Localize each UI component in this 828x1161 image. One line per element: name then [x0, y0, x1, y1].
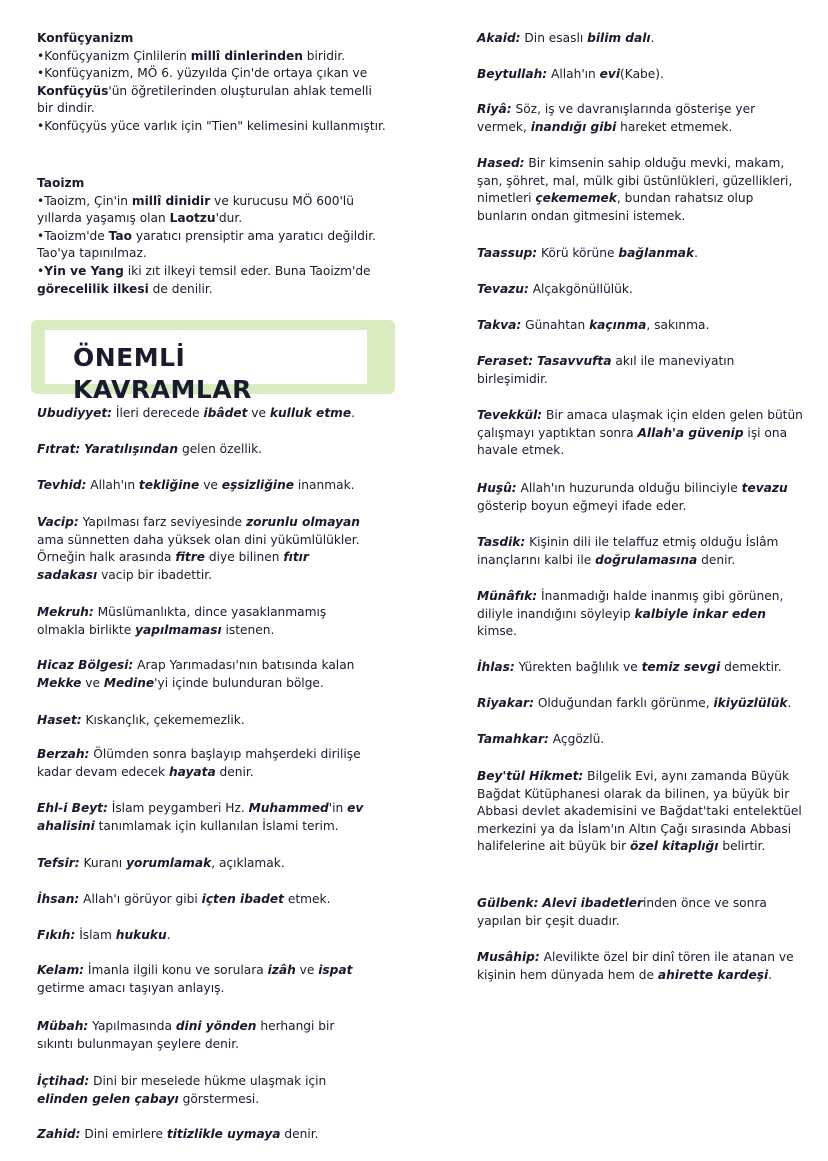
definition-text: 'yi içinde bulunduran bölge.: [154, 675, 324, 690]
definition-text: .: [768, 967, 773, 982]
banner-panel: [45, 330, 367, 404]
definition-text: .: [787, 696, 792, 710]
term-definition: [477, 659, 807, 677]
emphasis: Alevi ibadetler: [542, 896, 644, 910]
definition-text: .: [650, 31, 655, 45]
definition-text: Arap Yarımadası'nın batısında kalan: [133, 658, 355, 672]
section-title: Konfüçyanizm: [37, 31, 134, 45]
definition-text: Müslümanlıkta, dince yasaklanmamış olmakla birlikte: [37, 605, 327, 637]
term-label: Münâfık:: [477, 589, 538, 603]
paragraph: •Taoizm, Çin'in millî dinidir ve kurucusu MÖ 600'lü yıllarda yaşamış olan Laotzu'dur.: [37, 193, 354, 226]
definition-text: Allah'ı görüyor gibi: [79, 892, 202, 906]
section-taoizm: [37, 175, 389, 298]
emphasis: tevazu: [741, 481, 788, 495]
term-definition: [477, 353, 807, 388]
definition-text: Kişinin dili ile telaffuz etmiş olduğu İslâm inançlarını kalbi ile: [477, 535, 779, 567]
term-definition: [37, 1126, 373, 1144]
term-definition: [37, 962, 373, 997]
emphasis: ahirette kardeşi: [657, 967, 769, 982]
definition-text: .: [694, 246, 699, 260]
emphasis: Medine: [103, 675, 155, 690]
term-definition: [37, 657, 373, 692]
emphasis: hukuku: [115, 928, 167, 942]
term-label: Berzah:: [37, 747, 90, 761]
definition-text: .: [351, 406, 355, 420]
definition-text: gösterip boyun eğmeyi ifade eder.: [477, 498, 687, 513]
definition-text: İnanmadığı halde inanmış gibi görünen, diliyle inandığını söyleyip: [477, 589, 784, 621]
emphasis: inandığı gibi: [530, 119, 617, 134]
emphasis: evi: [599, 67, 621, 81]
emphasis: zorunlu olmayan: [246, 515, 360, 529]
definition-text: ve: [295, 963, 319, 977]
term-label: Gülbenk:: [477, 896, 539, 910]
emphasis: özel kitaplığı: [629, 839, 719, 854]
emphasis: bilim dalı: [587, 31, 651, 45]
term-label: Riyâ:: [477, 102, 512, 116]
term-definition: [37, 604, 373, 639]
definition-text: diye bilinen: [205, 550, 284, 565]
definition-text: belirtir.: [718, 839, 766, 854]
term-definition: [477, 534, 807, 569]
term-definition: [37, 800, 373, 835]
definition-text: inden önce ve sonra yapılan bir çeşit duadır.: [477, 896, 767, 928]
paragraph: •Konfüçyanizm Çinlilerin millî dinlerinden biridir.: [37, 48, 346, 63]
term-definition: [37, 405, 373, 423]
section-banner: [31, 320, 395, 404]
term-definition: [37, 477, 373, 495]
term-label: Hicaz Bölgesi:: [37, 658, 134, 672]
definition-text: , açıklamak.: [211, 856, 285, 870]
emphasis: Muhammed: [248, 801, 329, 815]
definition-text: işi ona havale etmek.: [477, 425, 788, 458]
term-definition: [477, 245, 807, 263]
emphasis: ibâdet: [203, 406, 248, 420]
term-label: İhlas:: [477, 660, 515, 674]
definition-text: istenen.: [221, 622, 275, 637]
definition-text: etmek.: [284, 892, 331, 906]
emphasis: dini yönden: [175, 1019, 257, 1033]
term-definition: [477, 480, 807, 515]
definition-text: Dini bir meselede hükme ulaşmak için: [89, 1074, 327, 1088]
term-label: Takva:: [477, 318, 522, 332]
definition-text: Söz, iş ve davranışlarında gösterişe yer vermek,: [477, 102, 756, 134]
paragraph: •Konfüçyanizm, MÖ 6. yüzyılda Çin'de ortaya çıkan ve Konfüçyüs'ün öğretilerinden oluşturulan ahlak temelli bir dindir.: [37, 66, 372, 116]
definition-text: Günahtan: [521, 318, 590, 332]
emphasis: tekliğine: [138, 478, 200, 492]
term-label: Huşû:: [477, 481, 517, 495]
term-label: Beytullah:: [477, 67, 548, 81]
emphasis: yorumlamak: [126, 856, 212, 870]
definition-text: ama sünnetten daha yüksek olan dini yükümlülükler. Örneğin halk arasında: [37, 532, 360, 565]
term-definition: [37, 927, 373, 945]
term-label: Fıkıh:: [37, 928, 76, 942]
definition-text: denir.: [280, 1127, 319, 1141]
emphasis: ispat: [318, 963, 353, 977]
term-definition: [477, 407, 807, 460]
term-definition: [37, 441, 373, 459]
definition-text: Olduğundan farklı görünme,: [533, 696, 714, 710]
term-definition: [37, 855, 373, 873]
definition-text: İmanla ilgili konu ve sorulara: [84, 963, 268, 977]
term-label: Mekruh:: [37, 605, 94, 619]
definition-text: kimse.: [477, 624, 518, 639]
term-label: Tasdik:: [477, 535, 526, 549]
emphasis: titizlikle uymaya: [166, 1127, 281, 1141]
term-label: Bey'tül Hikmet:: [477, 769, 584, 783]
term-label: Fıtrat:: [37, 442, 81, 456]
definition-text: inanmak.: [294, 478, 355, 492]
term-definition: [477, 588, 807, 641]
emphasis: yapılmaması: [135, 622, 222, 637]
definition-text: Yapılması farz seviyesinde: [78, 515, 247, 529]
term-definition: [477, 317, 807, 335]
definition-text: , bundan rahatsız olup bunların ondan gitmesini istemek.: [477, 191, 754, 223]
term-definition: [37, 1073, 373, 1108]
definition-text: tanımlamak için kullanılan İslami terim.: [94, 818, 339, 833]
definition-text: herhangi bir sıkıntı bulunmayan şeylere denir.: [37, 1019, 335, 1051]
term-label: Musâhip:: [477, 950, 540, 964]
definition-text: ve: [247, 406, 270, 420]
definition-text: Allah'ın: [86, 478, 139, 492]
term-definition: [477, 281, 807, 299]
definition-text: Bir kimsenin sahip olduğu mevki, makam, şan, şöhret, mal, mülk gibi üstünlükleri, güzellikleri, nimetleri: [477, 156, 793, 206]
emphasis: Mekke: [37, 675, 82, 690]
definition-text: Alçakgönüllülük.: [528, 282, 633, 296]
definition-text: Yürekten bağlılık ve: [514, 660, 642, 674]
definition-text: Açgözlü.: [548, 732, 605, 746]
term-label: Haset:: [37, 713, 82, 727]
emphasis: eşsizliğine: [221, 478, 295, 492]
emphasis: Tasavvufta: [536, 354, 612, 368]
definition-text: Bilgelik Evi, aynı zamanda Büyük Bağdat Kütüphanesi olarak da bilinen, ya büyük bir Abbasi devlet akademisini ve Bağdat'taki entelektüel merkezini ya da İslam'ın Altın Çağı sırasında Abbasi halifelerine ait büyük bir: [477, 769, 802, 854]
definition-text: , sakınma.: [646, 318, 710, 332]
paragraph: •Yin ve Yang iki zıt ilkeyi temsil eder. Buna Taoizm'de görecelilik ilkesi de denilir.: [37, 263, 371, 296]
definition-text: demektir.: [720, 660, 782, 674]
definition-text: ve: [199, 478, 222, 492]
term-definition: [477, 695, 807, 713]
paragraph: •Taoizm'de Tao yaratıcı prensiptir ama yaratıcı değildir. Tao'ya tapınılmaz.: [37, 228, 376, 261]
definition-text: Yapılmasında: [88, 1019, 176, 1033]
emphasis: kalbiyle inkar eden: [634, 606, 766, 621]
emphasis: ev ahalisini: [37, 801, 364, 833]
definition-text: gelen özellik.: [178, 442, 263, 456]
emphasis: Allah'a güvenip: [637, 425, 744, 440]
banner-title: ÖNEMLİ KAVRAMLAR: [73, 343, 252, 404]
definition-text: Din esaslı: [520, 31, 588, 45]
term-label: Feraset:: [477, 354, 534, 368]
term-definition: [37, 1018, 373, 1053]
emphasis: kulluk etme: [269, 406, 352, 420]
term-definition: [37, 514, 373, 584]
definition-text: Alevilikte özel bir dinî tören ile atanan ve kişinin hem dünyada hem de: [477, 950, 794, 982]
emphasis: kaçınma: [589, 318, 647, 332]
definition-text: denir.: [697, 552, 736, 567]
term-definition: [477, 101, 807, 136]
definition-text: Allah'ın huzurunda olduğu bilinciyle: [516, 481, 742, 495]
term-definition: [37, 746, 373, 781]
term-definition: [37, 712, 373, 730]
definition-text: Dini emirlere: [80, 1127, 167, 1141]
definition-text: Ölümden sonra başlayıp mahşerdeki dirilişe kadar devam edecek: [37, 747, 361, 779]
definition-text: görstermesi.: [178, 1091, 260, 1106]
section-title: Taoizm: [37, 176, 85, 190]
term-label: Ubudiyyet:: [37, 406, 113, 420]
definition-text: akıl ile maneviyatın birleşimidir.: [477, 354, 735, 386]
emphasis: çekememek: [535, 191, 617, 206]
definition-text: ve: [81, 675, 104, 690]
definition-text: vacip bir ibadettir.: [97, 567, 212, 582]
term-definition: [477, 895, 807, 930]
term-label: Ehl-i Beyt:: [37, 801, 108, 815]
term-label: Mübah:: [37, 1019, 89, 1033]
term-label: Hased:: [477, 156, 525, 170]
definition-text: 'in: [328, 801, 348, 815]
term-label: Vacip:: [37, 515, 79, 529]
term-label: Tefsir:: [37, 856, 80, 870]
term-label: Zahid:: [37, 1127, 81, 1141]
emphasis: izâh: [267, 963, 296, 977]
definition-text: İslam peygamberi Hz.: [107, 801, 249, 815]
term-definition: [37, 891, 373, 909]
term-label: Tamahkar:: [477, 732, 549, 746]
definition-text: hareket etmemek.: [616, 119, 733, 134]
emphasis: doğrulamasına: [595, 552, 698, 567]
emphasis: fıtır sadakası: [37, 550, 309, 582]
emphasis: Yaratılışından: [84, 442, 179, 456]
term-label: Akaid:: [477, 31, 521, 45]
section-konfucyanizm: [37, 30, 389, 136]
term-label: Kelam:: [37, 963, 85, 977]
term-label: Riyakar:: [477, 696, 534, 710]
definition-text: Allah'ın: [547, 67, 600, 81]
emphasis: hayata: [168, 764, 216, 779]
definition-text: (Kabe).: [620, 67, 664, 81]
term-definition: [477, 768, 807, 856]
term-label: İhsan:: [37, 892, 80, 906]
emphasis: bağlanmak: [618, 246, 695, 260]
emphasis: fitre: [175, 550, 206, 565]
paragraph: •Konfüçyüs yüce varlık için "Tien" kelimesini kullanmıştır.: [37, 118, 386, 133]
term-definition: [477, 66, 807, 84]
definition-text: .: [166, 928, 171, 942]
term-definition: [477, 155, 807, 225]
term-definition: [477, 949, 807, 984]
definition-text: Kuranı: [79, 856, 127, 870]
definition-text: Bir amaca ulaşmak için elden gelen bütün çalışmayı yaptıktan sonra: [477, 408, 803, 440]
definition-text: İslam: [75, 928, 116, 942]
term-label: İçtihad:: [37, 1074, 90, 1088]
term-label: Taassup:: [477, 246, 538, 260]
emphasis: elinden gelen çabayı: [37, 1091, 179, 1106]
term-label: Tevazu:: [477, 282, 529, 296]
emphasis: temiz sevgi: [641, 660, 721, 674]
term-label: Tevekkül:: [477, 408, 543, 422]
definition-text: İleri derecede: [112, 406, 204, 420]
emphasis: içten ibadet: [201, 892, 284, 906]
definition-text: Kıskançlık, çekememezlik.: [81, 713, 245, 727]
definition-text: Körü körüne: [537, 246, 619, 260]
emphasis: ikiyüzlülük: [713, 696, 788, 710]
definition-text: denir.: [215, 764, 254, 779]
definition-text: getirme amacı taşıyan anlayış.: [37, 980, 225, 995]
term-label: Tevhid:: [37, 478, 87, 492]
term-definition: [477, 731, 807, 749]
term-definition: [477, 30, 807, 48]
